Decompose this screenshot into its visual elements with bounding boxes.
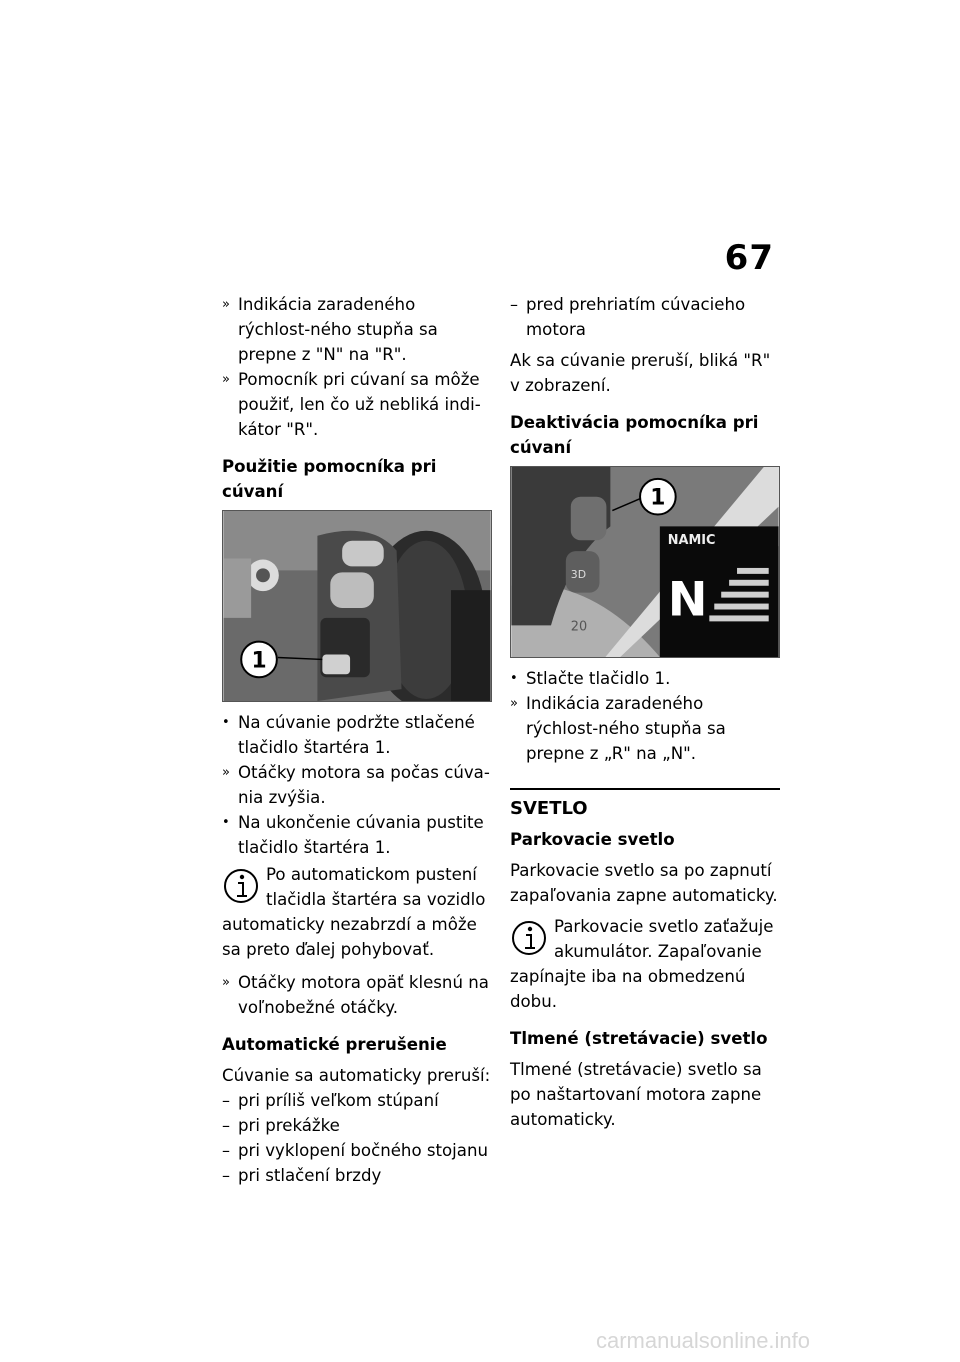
list-item: • Na cúvanie podržte stlačené tlačidlo štartéra 1. [222, 713, 475, 757]
photo-callout: 1 [650, 485, 666, 511]
paragraph: Cúvanie sa automaticky preruší: [222, 1066, 491, 1085]
section-heading: Deaktivácia pomocníka pri cúvaní [510, 413, 759, 457]
paragraph: Parkovacie svetlo sa po zapnutí zapaľovania zapne automaticky. [510, 861, 778, 905]
section-heading: Automatické prerušenie [222, 1035, 447, 1054]
right-column [510, 292, 780, 1132]
svg-text:N: N [667, 572, 708, 628]
svg-text:NAMIC: NAMIC [667, 533, 716, 549]
dash-list [510, 292, 780, 342]
svg-text:20: 20 [570, 619, 588, 635]
bullet-group [222, 970, 492, 1020]
list-item: – pri vyklopení bočného stojanu [222, 1141, 488, 1160]
list-item: » Indikácia zaradeného rýchlost-ného stupňa sa prepne z "N" na "R". [222, 295, 438, 364]
list-item: – pri príliš veľkom stúpaní [222, 1091, 439, 1110]
bullet-group [510, 666, 780, 766]
dash-list [222, 1088, 492, 1188]
list-item: » Otáčky motora sa počas cúva-nia zvýšia. [222, 763, 490, 807]
list-item: » Otáčky motora opäť klesnú na voľnobežné otáčky. [222, 973, 489, 1017]
section-heading: Použitie pomocníka pri cúvaní [222, 457, 437, 501]
section-heading: Tlmené (stretávacie) svetlo [510, 1029, 768, 1048]
list-item: » Indikácia zaradeného rýchlost-ného stupňa sa prepne z „R" na „N". [510, 694, 726, 763]
section-heading: Parkovacie svetlo [510, 830, 675, 849]
bullet-group [222, 710, 492, 860]
section-title: SVETLO [510, 788, 780, 821]
info-note: Parkovacie svetlo zaťažuje akumulátor. Zapaľovanie zapínajte iba na obmedzenú dobu. [510, 917, 774, 1011]
handlebar-switch-photo [222, 510, 492, 702]
left-column [222, 292, 492, 1188]
list-item: – pri prekážke [222, 1116, 340, 1135]
page-number: 67 [724, 238, 774, 278]
list-item: » Pomocník pri cúvaní sa môže použiť, len čo už nebliká indi-kátor "R". [222, 370, 481, 439]
dashboard-photo [510, 466, 780, 658]
watermark: carmanualsonline.info [596, 1328, 811, 1353]
paragraph: Ak sa cúvanie preruší, bliká "R" v zobrazení. [510, 351, 771, 395]
info-icon [510, 918, 548, 958]
bullet-group [222, 292, 492, 442]
list-item: • Stlačte tlačidlo 1. [510, 669, 671, 688]
svg-text:3D: 3D [570, 567, 587, 581]
list-item: – pri stlačení brzdy [222, 1166, 382, 1185]
paragraph: Tlmené (stretávacie) svetlo sa po naštartovaní motora zapne automaticky. [510, 1060, 762, 1129]
list-item: – pred prehriatím cúvacieho motora [510, 295, 746, 339]
info-icon [222, 866, 260, 906]
info-note: Po automatickom pustení tlačidla štartéra sa vozidlo automaticky nezabrzdí a môže sa preto ďalej pohybovať. [222, 865, 486, 959]
photo-callout: 1 [251, 648, 267, 674]
list-item: • Na ukončenie cúvania pustite tlačidlo štartéra 1. [222, 813, 484, 857]
